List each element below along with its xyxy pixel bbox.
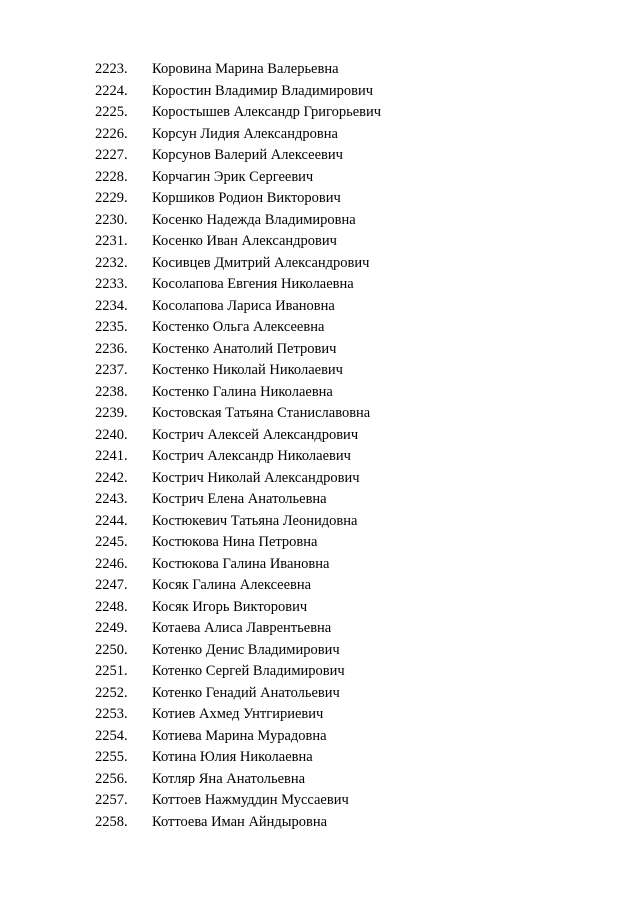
list-item <box>0 489 640 511</box>
entry-full-name: Коростышев Александр Григорьевич <box>152 104 382 120</box>
entry-full-name: Косенко Надежда Владимировна <box>152 211 356 228</box>
entry-number: 2243. <box>95 491 128 507</box>
entry-full-name: Косенко Иван Александрович <box>152 233 337 249</box>
entry-number: 2254. <box>95 727 128 744</box>
entry-full-name: Косяк Игорь Викторович <box>152 598 308 615</box>
entry-number: 2225. <box>95 104 128 120</box>
list-item <box>0 511 640 533</box>
entry-number: 2256. <box>95 770 128 787</box>
entry-full-name: Косолапова Лариса Ивановна <box>152 297 335 314</box>
entry-full-name: Коровина Марина Валерьевна <box>152 61 339 77</box>
list-item <box>0 382 640 404</box>
entry-full-name: Кострич Александр Николаевич <box>152 448 351 464</box>
list-item <box>0 618 640 640</box>
entry-number: 2248. <box>95 598 128 615</box>
entry-number: 2242. <box>95 469 128 486</box>
list-item <box>0 532 640 554</box>
entry-number: 2257. <box>95 792 128 808</box>
list-item <box>0 253 640 275</box>
entry-number: 2230. <box>95 211 128 228</box>
list-item <box>0 59 640 81</box>
entry-full-name: Котляр Яна Анатольевна <box>152 770 306 787</box>
list-item <box>0 554 640 576</box>
entry-number: 2253. <box>95 706 128 722</box>
list-item <box>0 317 640 339</box>
entry-number: 2237. <box>95 362 128 378</box>
entry-number: 2238. <box>95 383 128 400</box>
entry-number: 2229. <box>95 190 128 206</box>
entry-full-name: Косивцев Дмитрий Александрович <box>152 254 370 271</box>
list-item <box>0 790 640 812</box>
entry-full-name: Корсун Лидия Александровна <box>152 125 338 142</box>
list-item <box>0 747 640 769</box>
entry-number: 2251. <box>95 663 128 679</box>
list-item <box>0 446 640 468</box>
entry-full-name: Коттоева Иман Айндыровна <box>152 813 328 830</box>
list-item <box>0 425 640 447</box>
entry-number: 2224. <box>95 82 128 99</box>
entry-full-name: Кострич Алексей Александрович <box>152 426 359 443</box>
entry-number: 2255. <box>95 749 128 765</box>
entry-full-name: Костюкова Галина Ивановна <box>152 555 330 572</box>
entry-number: 2241. <box>95 448 128 464</box>
list-item <box>0 167 640 189</box>
entry-full-name: Костюкова Нина Петровна <box>152 534 318 550</box>
entry-full-name: Котиева Марина Мурадовна <box>152 727 327 744</box>
list-item <box>0 468 640 490</box>
list-item <box>0 210 640 232</box>
entry-full-name: Костенко Ольга Алексеевна <box>152 319 325 335</box>
entry-number: 2231. <box>95 233 128 249</box>
entry-number: 2232. <box>95 254 128 271</box>
entry-full-name: Костенко Анатолий Петрович <box>152 340 337 357</box>
entry-number: 2244. <box>95 512 128 529</box>
list-item <box>0 231 640 253</box>
list-item <box>0 188 640 210</box>
list-item <box>0 360 640 382</box>
entry-full-name: Коттоев Нажмуддин Муссаевич <box>152 792 349 808</box>
list-item <box>0 597 640 619</box>
entry-number: 2247. <box>95 577 128 593</box>
entry-number: 2249. <box>95 620 128 636</box>
entry-number: 2245. <box>95 534 128 550</box>
list-item <box>0 274 640 296</box>
entry-number: 2252. <box>95 684 128 701</box>
entry-number: 2234. <box>95 297 128 314</box>
entry-full-name: Корсунов Валерий Алексеевич <box>152 147 343 163</box>
entry-full-name: Косолапова Евгения Николаевна <box>152 276 354 292</box>
entry-full-name: Котенко Генадий Анатольевич <box>152 684 340 701</box>
entry-full-name: Косяк Галина Алексеевна <box>152 577 312 593</box>
entry-full-name: Котина Юлия Николаевна <box>152 749 313 765</box>
list-item <box>0 812 640 834</box>
entry-full-name: Кострич Елена Анатольевна <box>152 491 327 507</box>
entry-full-name: Костовская Татьяна Станиславовна <box>152 405 371 421</box>
entry-full-name: Костенко Галина Николаевна <box>152 383 333 400</box>
entry-number: 2239. <box>95 405 128 421</box>
entry-number: 2240. <box>95 426 128 443</box>
entry-number: 2250. <box>95 641 128 658</box>
entry-number: 2227. <box>95 147 128 163</box>
list-item <box>0 726 640 748</box>
list-item <box>0 661 640 683</box>
list-item <box>0 124 640 146</box>
entry-full-name: Костюкевич Татьяна Леонидовна <box>152 512 358 529</box>
entry-number: 2233. <box>95 276 128 292</box>
entry-full-name: Коростин Владимир Владимирович <box>152 82 374 99</box>
list-item <box>0 296 640 318</box>
entry-number: 2246. <box>95 555 128 572</box>
list-item <box>0 81 640 103</box>
entry-full-name: Костенко Николай Николаевич <box>152 362 343 378</box>
entry-number: 2235. <box>95 319 128 335</box>
entry-full-name: Котиев Ахмед Унтгириевич <box>152 706 324 722</box>
entry-number: 2236. <box>95 340 128 357</box>
list-item <box>0 102 640 124</box>
entry-number: 2226. <box>95 125 128 142</box>
entry-full-name: Котенко Денис Владимирович <box>152 641 340 658</box>
entry-number: 2228. <box>95 168 128 185</box>
entry-full-name: Котаева Алиса Лаврентьевна <box>152 620 332 636</box>
entry-full-name: Кострич Николай Александрович <box>152 469 360 486</box>
list-item <box>0 704 640 726</box>
entry-full-name: Корчагин Эрик Сергеевич <box>152 168 314 185</box>
list-item <box>0 575 640 597</box>
list-item <box>0 769 640 791</box>
entry-number: 2258. <box>95 813 128 830</box>
list-item <box>0 339 640 361</box>
entry-full-name: Коршиков Родион Викторович <box>152 190 341 206</box>
list-item <box>0 403 640 425</box>
entry-full-name: Котенко Сергей Владимирович <box>152 663 345 679</box>
list-item <box>0 145 640 167</box>
entry-number: 2223. <box>95 61 128 77</box>
list-item <box>0 683 640 705</box>
list-item <box>0 640 640 662</box>
name-list <box>0 59 640 833</box>
